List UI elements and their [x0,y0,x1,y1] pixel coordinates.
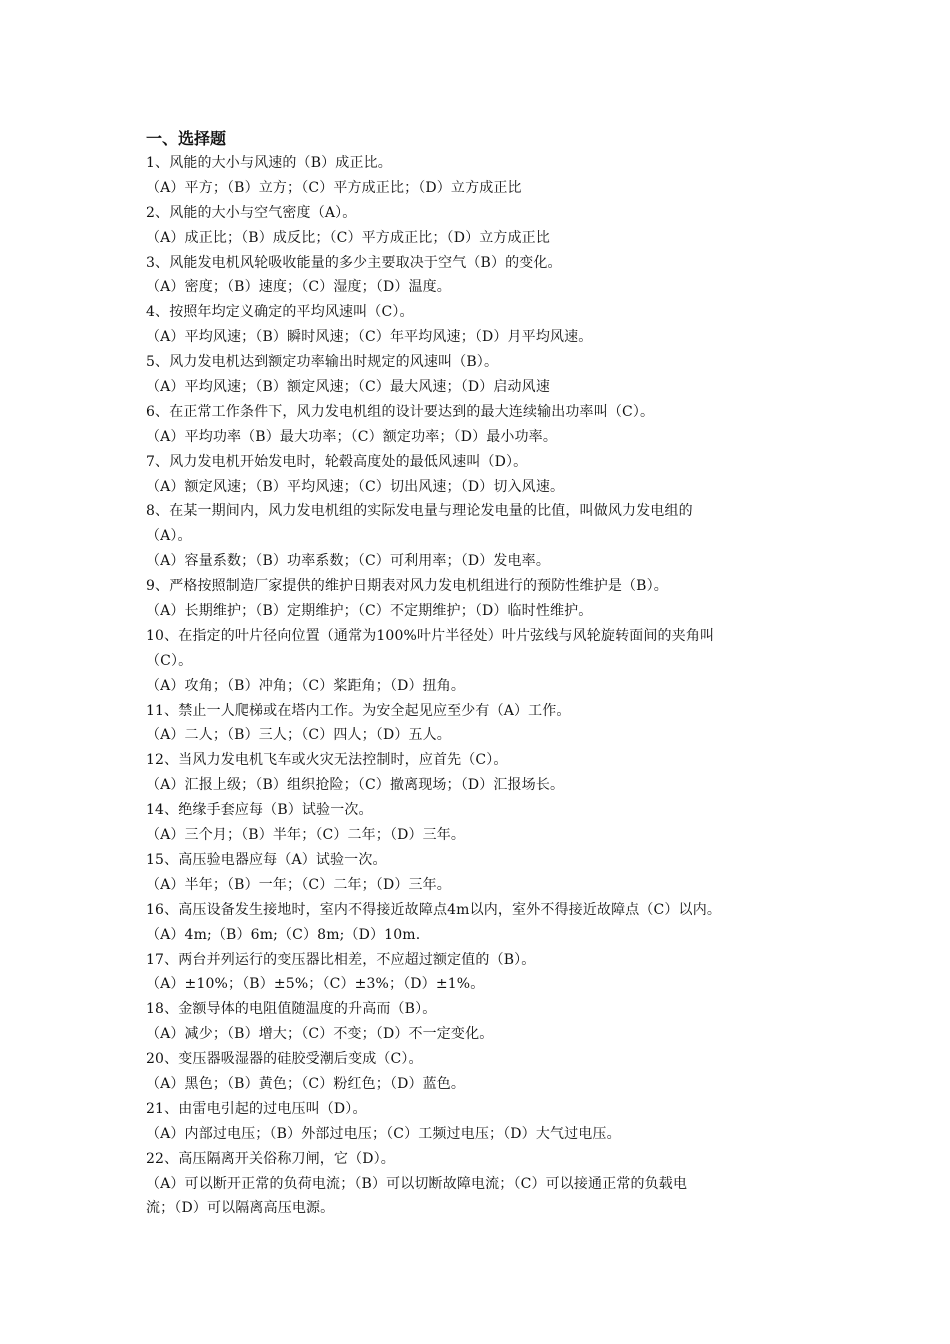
text-line: 14、绝缘手套应每（B）试验一次。 [146,802,373,819]
text-line: （A）攻角；（B）冲角；（C）桨距角；（D）扭角。 [146,677,466,694]
text-line: （A）平均风速；（B）瞬时风速；（C）年平均风速；（D）月平均风速。 [146,329,593,346]
text-line: （A）半年；（B）一年；（C）二年；（D）三年。 [146,876,451,893]
text-line: 11、禁止一人爬梯或在塔内工作。为安全起见应至少有（A）工作。 [146,702,571,719]
text-line: （A）三个月；（B）半年；（C）二年；（D）三年。 [146,827,466,844]
text-line: 16、高压设备发生接地时，室内不得接近故障点4m以内，室外不得接近故障点（C）以内。 [146,901,722,918]
text-line: （A）平方；（B）立方；（C）平方成正比；（D）立方成正比 [146,179,522,196]
text-line: 8、在某一期间内，风力发电机组的实际发电量与理论发电量的比值，叫做风力发电组的 [146,503,693,520]
text-line: 1、风能的大小与风速的（B）成正比。 [146,155,392,171]
text-line: （A）汇报上级；（B）组织抢险；（C）撤离现场；（D）汇报场长。 [146,777,565,794]
text-line: （A）成正比；（B）成反比；（C）平方成正比；（D）立方成正比 [146,229,550,246]
text-line: 9、严格按照制造厂家提供的维护日期表对风力发电机组进行的预防性维护是（B）。 [146,578,668,595]
text-line: 20、变压器吸湿器的硅胶受潮后变成（C）。 [146,1051,423,1068]
text-line: 6、在正常工作条件下，风力发电机组的设计要达到的最大连续输出功率叫（C）。 [146,403,655,420]
text-line: （A）额定风速；（B）平均风速；（C）切出风速；（D）切入风速。 [146,478,565,495]
text-line: （A）平均风速；（B）额定风速；（C）最大风速；（D）启动风速 [146,379,550,396]
text-line: （C）。 [146,652,193,669]
text-line: 22、高压隔离开关俗称刀闸，它（D）。 [146,1150,395,1167]
text-line: 4、按照年均定义确定的平均风速叫（C）。 [146,304,414,321]
text-line: 流；（D）可以隔离高压电源。 [146,1200,335,1217]
document-page [146,127,818,1221]
text-line: （A）长期维护；（B）定期维护；（C）不定期维护；（D）临时性维护。 [146,603,593,620]
text-line: （A）。 [146,528,192,545]
text-line: 3、风能发电机风轮吸收能量的多少主要取决于空气（B）的变化。 [146,254,562,271]
text-line: 5、风力发电机达到额定功率输出时规定的风速叫（B）。 [146,354,499,371]
text-line: （A）可以断开正常的负荷电流；（B）可以切断故障电流；（C）可以接通正常的负载电 [146,1175,688,1192]
text-line: （A）减少；（B）增大；（C）不变；（D）不一定变化。 [146,1026,494,1043]
question-list [146,151,818,1221]
text-line: 7、风力发电机开始发电时，轮毂高度处的最低风速叫（D）。 [146,453,528,470]
text-line: （A）密度；（B）速度；（C）湿度；（D）温度。 [146,279,451,296]
text-line: 15、高压验电器应每（A）试验一次。 [146,851,387,868]
text-line: （A）二人；（B）三人；（C）四人；（D）五人。 [146,727,451,744]
text-line: （A）容量系数；（B）功率系数；（C）可利用率；（D）发电率。 [146,553,550,570]
text-line: （A）4m;（B）6m;（C）8m;（D）10m. [146,926,421,943]
text-line: （A）±10%；（B）±5%；（C）±3%；（D）±1%。 [146,976,485,993]
text-line: 21、由雷电引起的过电压叫（D）。 [146,1100,367,1117]
text-line: （A）黑色；（B）黄色；（C）粉红色；（D）蓝色。 [146,1075,466,1092]
text-line: 2、风能的大小与空气密度（A）。 [146,204,357,221]
text-line: 10、在指定的叶片径向位置（通常为100%叶片半径处）叶片弦线与风轮旋转面间的夹角叫 [146,627,715,644]
text-line: 12、当风力发电机飞车或火灾无法控制时，应首先（C）。 [146,752,508,769]
text-line: （A）内部过电压；（B）外部过电压；（C）工频过电压；（D）大气过电压。 [146,1125,621,1142]
text-line: 17、两台并列运行的变压器比相差，不应超过额定值的（B）。 [146,951,536,968]
text-line: （A）平均功率（B）最大功率；（C）额定功率；（D）最小功率。 [146,428,557,445]
text-line: 18、金额导体的电阻值随温度的升高而（B）。 [146,1001,437,1018]
section-title: 一、选择题 [146,129,227,148]
